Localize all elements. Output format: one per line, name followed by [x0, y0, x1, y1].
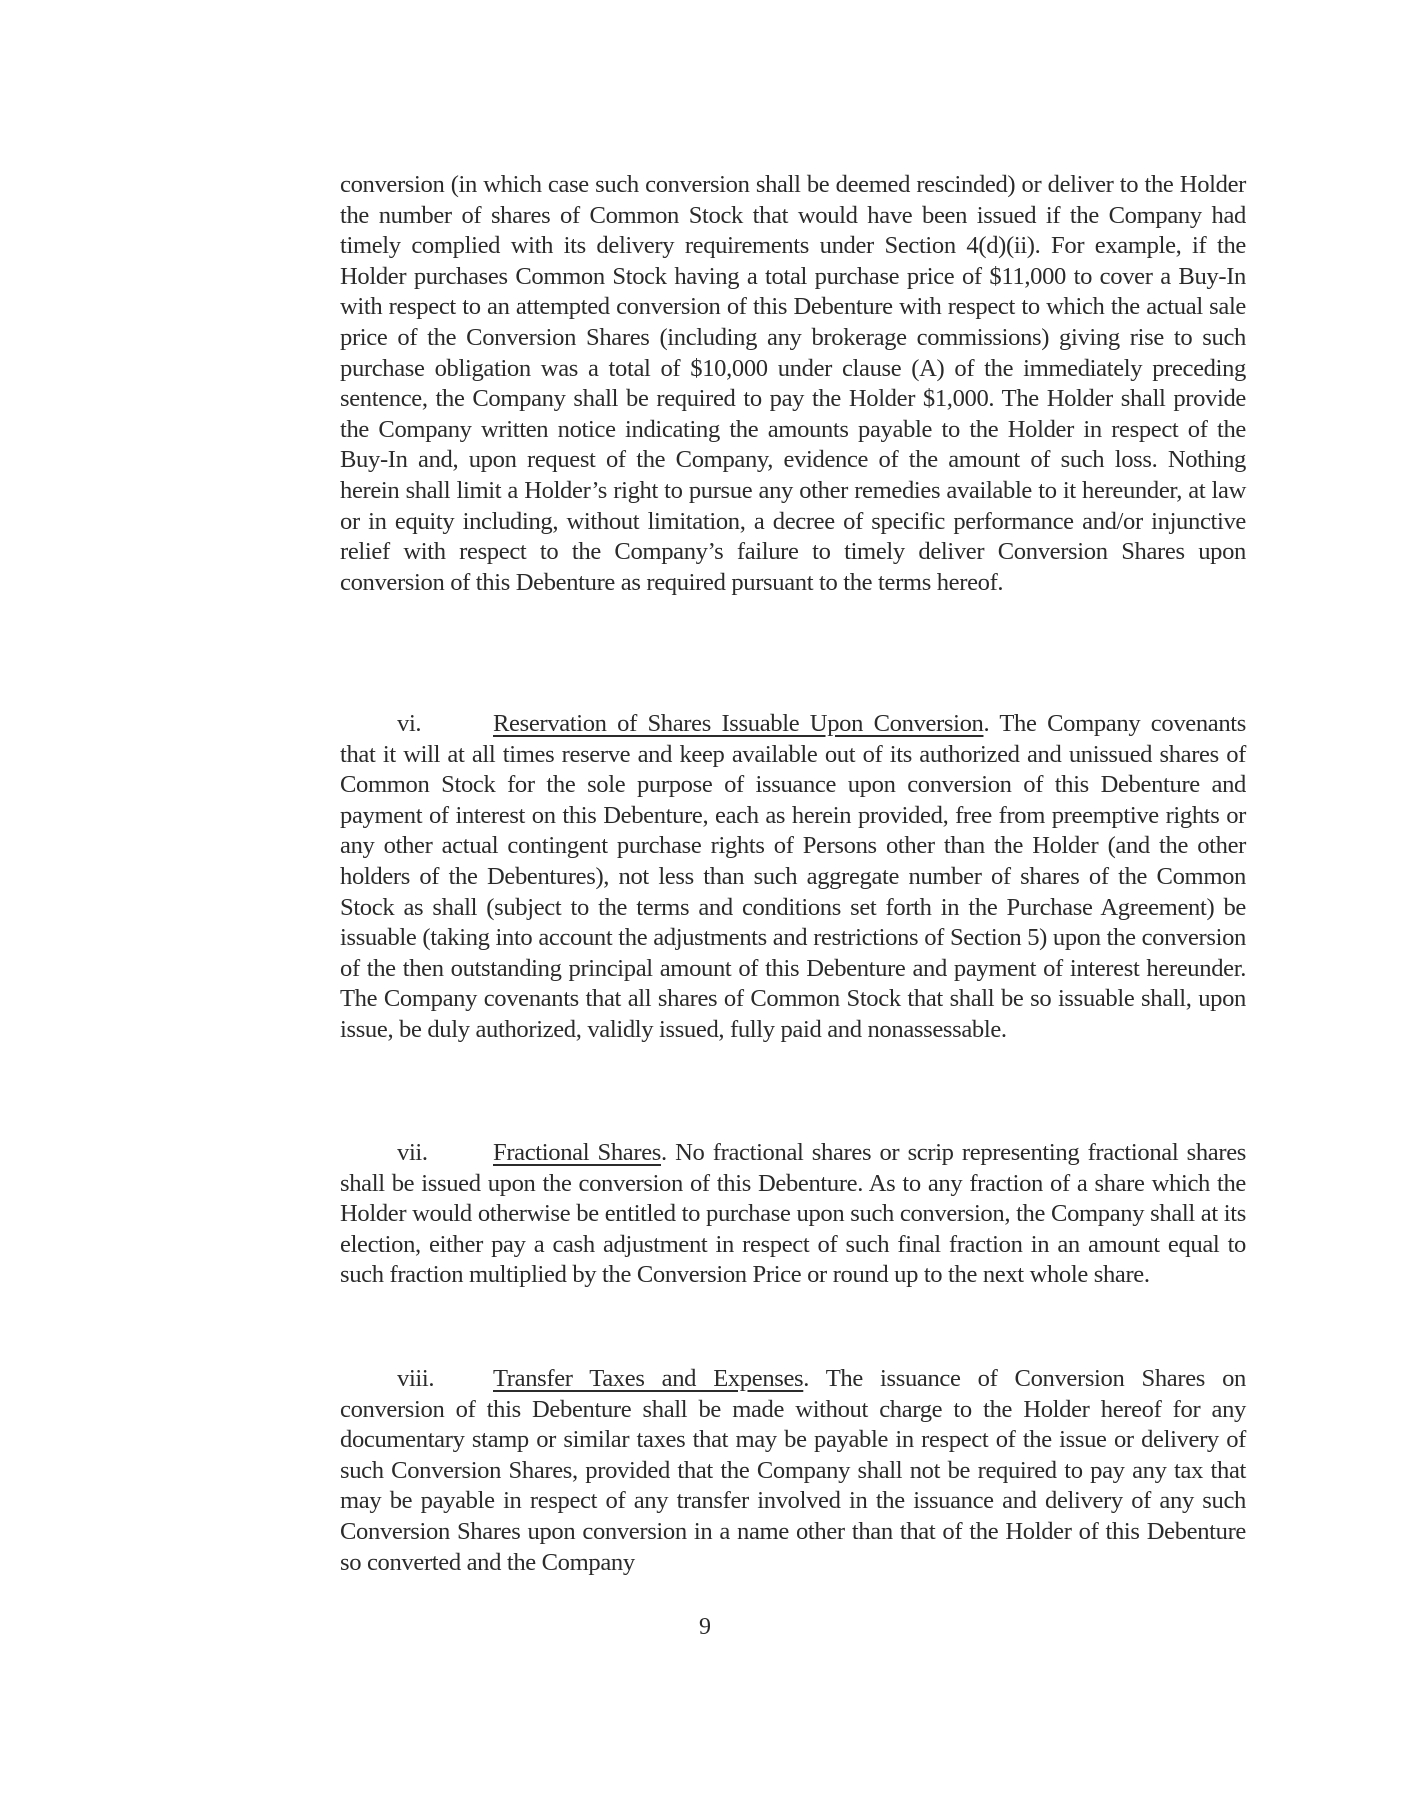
heading-suffix: . — [983, 710, 990, 737]
section-number: vi. — [397, 710, 422, 737]
paragraph-text: conversion (in which case such conversion shall be deemed rescinded) or deliver to the Holder the number of shares of Common Stock that would have been issued if the Company had timely complied with its delivery requirements under Section 4(d)(ii). For example, if the Holder purchases Common Stock having a total purchase price of $11,000 to cover a Buy-In with respect to an attempted conversion of this Debenture with respect to which the actual sale price of the Conversion Shares (including any brokerage commissions) giving rise to such purchase obligation was a total of $10,000 under clause (A) of the immediately preceding sentence, the Company shall be required to pay the Holder $1,000. The Holder shall provide the Company written notice indicating the amounts payable to the Holder in respect of the Buy-In and, upon request of the Company, evidence of the amount of such loss. Nothing herein shall limit a Holder’s right to pursue any other remedies available to it hereunder, at law or in equity including, without limitation, a decree of specific performance and/or injunctive relief with respect to the Company’s failure to timely deliver Conversion Shares upon conversion of this Debenture as required pursuant to the terms hereof. — [340, 171, 1246, 596]
paragraph-text: No fractional shares or scrip representing fractional shares shall be issued upon the conversion of this Debenture. As to any fraction of a share which the Holder would otherwise be entitled to purchase upon such conversion, the Company shall at its election, either pay a cash adjustment in respect of such final fraction in an amount equal to such fraction multiplied by the Conversion Price or round up to the next whole share. — [340, 1139, 1246, 1289]
section-vii-fractional-shares — [340, 1138, 1246, 1291]
paragraph-continuation — [340, 170, 1246, 598]
section-heading: Fractional Shares — [493, 1139, 661, 1166]
section-viii-transfer-taxes — [340, 1364, 1246, 1578]
section-vi-reservation-of-shares — [340, 709, 1246, 1046]
heading-suffix: . — [803, 1365, 810, 1392]
section-number: viii. — [397, 1365, 435, 1392]
section-heading: Transfer Taxes and Expenses — [493, 1365, 804, 1392]
section-heading: Reservation of Shares Issuable Upon Conversion — [493, 710, 984, 737]
paragraph-text: The issuance of Conversion Shares on conversion of this Debenture shall be made without charge to the Holder hereof for any documentary stamp or similar taxes that may be payable in respect of the issue or delivery of such Conversion Shares, provided that the Company shall not be required to pay any tax that may be payable in respect of any transfer involved in the issuance and delivery of any such Conversion Shares upon conversion in a name other than that of the Holder of this Debenture so converted and the Company — [340, 1365, 1246, 1576]
paragraph-text: The Company covenants that it will at all times reserve and keep available out of its authorized and unissued shares of Common Stock for the sole purpose of issuance upon conversion of this Debenture and payment of interest on this Debenture, each as herein provided, free from preemptive rights or any other actual contingent purchase rights of Persons other than the Holder (and the other holders of the Debentures), not less than such aggregate number of shares of the Common Stock as shall (subject to the terms and conditions set forth in the Purchase Agreement) be issuable (taking into account the adjustments and restrictions of Section 5) upon the conversion of the then outstanding principal amount of this Debenture and payment of interest hereunder. The Company covenants that all shares of Common Stock that shall be so issuable shall, upon issue, be duly authorized, validly issued, fully paid and nonassessable. — [340, 710, 1246, 1043]
page-number: 9 — [699, 1614, 711, 1640]
heading-suffix: . — [660, 1139, 667, 1166]
section-number: vii. — [397, 1139, 428, 1166]
